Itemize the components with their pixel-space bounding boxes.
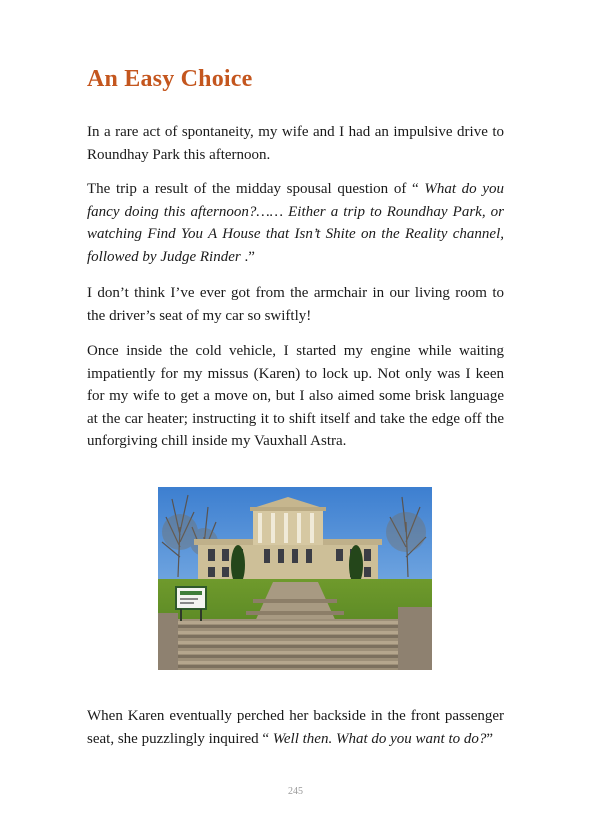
mansion-photo-image bbox=[158, 487, 432, 670]
paragraph-text-run: The trip a result of the midday spousal question of “ bbox=[87, 181, 425, 197]
paragraph-2 bbox=[87, 178, 504, 268]
page-title: An Easy Choice bbox=[87, 66, 253, 92]
paragraph-text-run: Once inside the cold vehicle, I started my engine while waiting impatiently for my missus (Karen) to lock up. Not only was I keen for my wife to get a move on, but I also aimed some brisk language at the car heater; instructing it to shift itself and take the edge off the unforgiving chill inside my Vauxhall Astra. bbox=[87, 343, 504, 449]
paragraph-3 bbox=[87, 282, 504, 327]
paragraph-text-run: ” bbox=[486, 730, 494, 747]
paragraph-text-run: In a rare act of spontaneity, my wife and I had an impulsive drive to Roundhay Park this afternoon. bbox=[87, 124, 504, 163]
paragraph-text-run: Well then. What do you want to do? bbox=[272, 730, 487, 747]
paragraph-4 bbox=[87, 340, 504, 453]
mansion-photo bbox=[158, 487, 432, 670]
paragraph-text-run: When Karen eventually perched her backside in the front passenger seat, she puzzlingly inquired “ bbox=[87, 708, 504, 747]
paragraph-text-run: .” bbox=[240, 248, 255, 265]
paragraph-1 bbox=[87, 121, 504, 166]
paragraph-text-run: What do you fancy doing this afternoon?…… Either a trip to Roundhay Park, or watching Find You A House that Isn’t Shite on the Reality channel, followed by Judge Rinder bbox=[87, 181, 504, 265]
page-number: 245 bbox=[288, 786, 303, 797]
paragraph-text-run: I don’t think I’ve ever got from the armchair in our living room to the driver’s seat of my car so swiftly! bbox=[87, 285, 504, 324]
paragraph-5 bbox=[87, 705, 504, 750]
